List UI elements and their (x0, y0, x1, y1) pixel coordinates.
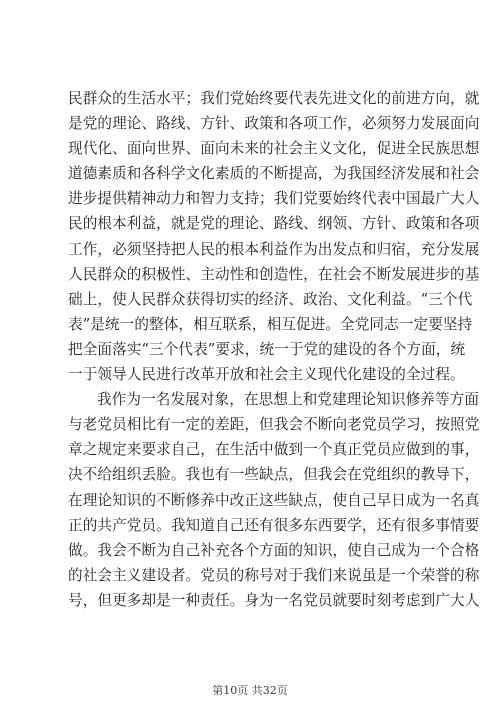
text-line: 民的根本利益，就是党的理论、路线、纲领、方针、政策和各项 (68, 215, 480, 233)
text-line: 现代化、面向世界、面向未来的社会主义文化，促进全民族思想 (68, 140, 480, 158)
text-line: 道德素质和各科学文化素质的不断提高，为我国经济发展和社会 (68, 165, 480, 183)
text-line: 与老党员相比有一定的差距，但我会不断向老党员学习，按照党 (68, 416, 480, 434)
paragraph-start-line: 我作为一名发展对象，在思想上和党建理论知识修养等方面 (97, 391, 480, 409)
text-line: 决不给组织丢脸。我也有一些缺点，但我会在党组织的教导下， (68, 466, 480, 484)
text-line: 的社会主义建设者。党员的称号对于我们来说虽是一个荣誉的称 (68, 566, 480, 584)
text-line: 做。我会不断为自己补充各个方面的知识，使自己成为一个合格 (68, 541, 480, 559)
text-line: 人民群众的积极性、主动性和创造性，在社会不断发展进步的基 (68, 265, 480, 283)
text-line: 是党的理论、路线、方针、政策和各项工作，必须努力发展面向 (68, 115, 480, 133)
text-line: 在理论知识的不断修养中改正这些缺点，使自己早日成为一名真 (68, 491, 480, 509)
text-line: 进步提供精神动力和智力支持；我们党要始终代表中国最广大人 (68, 190, 480, 208)
text-line: 一于领导人民进行改革开放和社会主义现代化建设的全过程。 (68, 366, 465, 384)
page-number-footer: 第10页 共32页 (212, 684, 288, 697)
text-line: 工作，必须坚持把人民的根本利益作为出发点和归宿，充分发展 (68, 240, 480, 258)
text-line: 表”是统一的整体，相互联系，相互促进。全党同志一定要坚持 (68, 315, 473, 333)
text-line: 把全面落实“三个代表”要求，统一于党的建设的各个方面，统 (68, 340, 466, 358)
body-text (68, 86, 480, 613)
text-line: 础上，使人民群众获得切实的经济、政治、文化利益。“三个代 (68, 290, 473, 308)
text-line: 号，但更多却是一种责任。身为一名党员就要时刻考虑到广大人 (68, 591, 480, 609)
text-line: 民群众的生活水平；我们党始终要代表先进文化的前进方向，就 (68, 90, 480, 107)
text-line: 章之规定来要求自己，在生活中做到一个真正党员应做到的事， (68, 441, 480, 459)
text-line: 正的共产党员。我知道自己还有很多东西要学，还有很多事情要 (68, 516, 480, 534)
